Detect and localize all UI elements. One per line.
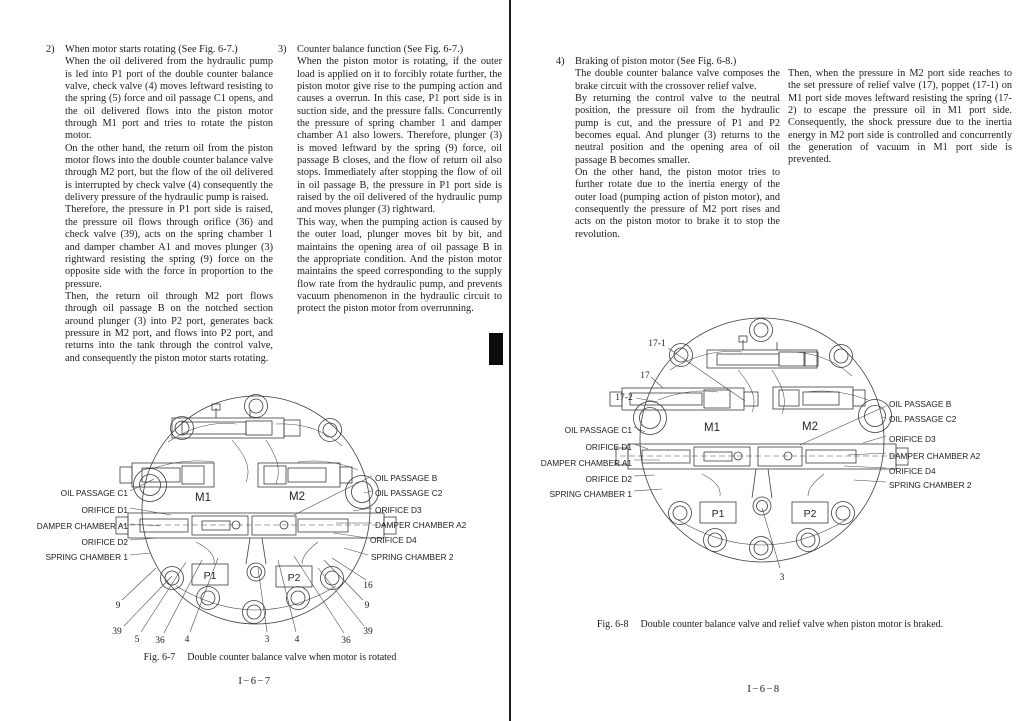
figure-label: OIL PASSAGE C2 <box>889 414 957 424</box>
figure-label: ORIFICE D2 <box>81 537 128 547</box>
right-page-column-1 <box>556 56 780 241</box>
part-number-17-2: 17-2 <box>615 393 633 403</box>
section-number: 2) <box>46 44 55 55</box>
fig-6-7-diagram <box>36 372 506 662</box>
figure-label: DAMPER CHAMBER A2 <box>375 520 467 530</box>
upper-spool-assembly <box>707 336 818 368</box>
section-body <box>297 56 502 315</box>
check-valve-spools <box>120 463 352 487</box>
paragraph: On the other hand, the return oil from the piston motor flows into the double counter balance valve through M2 port, but the flow of the oil delivered is interrupted by check valve (4) consequently the delivery pressure of the hydraulic pump is raised. <box>65 142 273 204</box>
port-label-m2: M2 <box>802 421 818 433</box>
part-number-4: 4 <box>294 635 300 645</box>
check-valve-spool <box>773 387 865 409</box>
valve-housing <box>640 318 884 562</box>
figure-label: OIL PASSAGE B <box>889 399 952 409</box>
figure-label: ORIFICE D4 <box>889 466 936 476</box>
figure-label: ORIFICE D1 <box>81 505 128 515</box>
part-number-5: 5 <box>134 635 140 645</box>
left-page-footer: I−6−7 <box>238 676 272 687</box>
right-page-column-2 <box>788 68 1012 167</box>
port-label-p2: P2 <box>803 508 817 520</box>
figure-label: DAMPER CHAMBER A2 <box>889 451 981 461</box>
part-number-9: 9 <box>115 601 121 611</box>
fig-6-8-caption-text: Double counter balance valve and relief valve when piston motor is braked. <box>640 619 944 630</box>
registration-mark <box>489 333 503 365</box>
paragraph: Then, when the pressure in M2 port side reaches to the set pressure of relief valve (17), poppet (17-1) on M1 port side moves leftward resisting the spring (17-2) to escape the pressure oil in M1 port side. Consequently, the shock pressure due to the inertia energy in M2 port side is controlled and concurrently the generation of vacuum in M1 port side is prevented. <box>788 68 1012 166</box>
figure-label: ORIFICE D3 <box>889 434 936 444</box>
right-page-footer: I−6−8 <box>747 684 781 695</box>
part-number-16: 16 <box>363 581 373 591</box>
figure-label: ORIFICE D3 <box>375 505 422 515</box>
section-title: When motor starts rotating (See Fig. 6-7.) <box>65 44 238 55</box>
port-label-m2: M2 <box>289 491 305 503</box>
section-heading <box>46 44 273 56</box>
fig-6-7-caption <box>40 652 500 663</box>
left-page-column-2 <box>278 44 502 316</box>
plunger-assembly <box>616 444 908 469</box>
plunger-assembly <box>116 513 396 538</box>
fig-6-8-caption-number: Fig. 6-8 <box>596 619 629 630</box>
figure-label: SPRING CHAMBER 1 <box>549 489 632 499</box>
left-page-column-1 <box>46 44 273 365</box>
part-number-9: 9 <box>364 601 370 611</box>
figure-label: ORIFICE D1 <box>585 442 632 452</box>
section-title: Braking of piston motor (See Fig. 6-8.) <box>575 56 737 67</box>
figure-label: ORIFICE D2 <box>585 474 632 484</box>
port-label-p2: P2 <box>287 572 301 584</box>
part-number-3: 3 <box>264 635 270 645</box>
paragraph: The double counter balance valve composes the brake circuit with the crossover relief valve. <box>575 68 780 92</box>
paragraph: When the oil delivered from the hydraulic pump is led into P1 port of the double counter balance valve, check valve (4) moves leftward resisting to the spring (5) force and oil passage C1 opens, and the oil delivered flows into the piston motor through M1 port and tries to rotate the piston motor. <box>65 56 273 142</box>
section-body <box>575 68 780 241</box>
page-divider-line <box>509 0 511 721</box>
figure-label: OIL PASSAGE B <box>375 473 438 483</box>
section-heading <box>278 44 502 56</box>
paragraph: By returning the control valve to the neutral position, the pressure oil from the hydraulic pump is cut, and the pressure of P1 and P2 becomes equal. And plunger (3) returns to the neutral position and the opening area of oil passage B becomes smaller. <box>575 93 780 166</box>
section-title: Counter balance function (See Fig. 6-7.) <box>297 44 464 55</box>
figure-label: SPRING CHAMBER 2 <box>889 480 972 490</box>
paragraph: Then, the return oil through M2 port flows through oil passage B on the notched section around plunger (3) into P2 port, generates back pressure in M2 port, and flows into P2 port, and returns into the tank through the control valve, and consequently the piston motor starts rotating. <box>65 290 273 364</box>
part-number-4: 4 <box>184 635 190 645</box>
section-number: 4) <box>556 56 565 67</box>
mounting-bolts <box>634 319 892 560</box>
fig-6-8-caption <box>540 619 1000 630</box>
part-number-39: 39 <box>112 627 122 637</box>
figure-label: SPRING CHAMBER 2 <box>371 552 454 562</box>
figure-label: DAMPER CHAMBER A1 <box>540 458 632 468</box>
paragraph: This way, when the pumping action is caused by the outer load, plunger moves bit by bit, and maintains the opening area of oil passage B in the appropriate condition. And the piston motor maintains the speed corresponding to the supply flow rate from the hydraulic pump, and prevents vacuum phenomenon in the hydraulic circuit to protect the piston motor from overrunning. <box>297 216 502 315</box>
figure-label: OIL PASSAGE C1 <box>564 425 632 435</box>
fig-6-7-caption-text: Double counter balance valve when motor is rotated <box>187 652 397 663</box>
leader-lines <box>634 348 886 568</box>
valve-housing <box>142 396 370 624</box>
paragraph: When the piston motor is rotating, if the outer load is applied on it to forcibly rotate further, the piston motor give rise to the pumping action and causes a overrun. In this case, P1 port side is in suction side, and the pressure falls. Concurrently the pressure of spring chamber 1 and damper chamber A1 also lowers. Therefore, plunger (3) is moved leftward by the spring (9) force, oil passage B closes, and the flow of return oil also stops. Immediately after stopping the flow of oil in oil passage B, the pressure in P1 port side is raised by the oil delivered of the hydraulic pump and moves plunger (3) rightward. <box>297 56 502 216</box>
mounting-bolts <box>134 395 379 624</box>
port-label-p1: P1 <box>203 570 217 582</box>
port-label-m1: M1 <box>704 422 720 434</box>
figure-label: ORIFICE D4 <box>370 535 417 545</box>
figure-label: OIL PASSAGE C1 <box>60 488 128 498</box>
paragraph: Therefore, the pressure in P1 port side is raised, the pressure oil flows through orifice (36) and check valve (39), acts on the spring chamber 1 and damper chamber A1 and moves plunger (3) rightward resisting the spring (9) force on the opposite side with the force in proportion to the pressure. <box>65 204 273 290</box>
part-number-39: 39 <box>363 627 373 637</box>
part-number-17: 17 <box>640 371 650 381</box>
part-number-17-1: 17-1 <box>648 339 666 349</box>
section-heading <box>556 56 780 68</box>
figure-label: OIL PASSAGE C2 <box>375 488 443 498</box>
port-label-m1: M1 <box>195 492 211 504</box>
section-number: 3) <box>278 44 287 55</box>
fig-6-8-diagram <box>518 308 1018 608</box>
fig-6-7-caption-number: Fig. 6-7 <box>143 652 176 663</box>
section-body <box>65 56 273 365</box>
figure-label: SPRING CHAMBER 1 <box>45 552 128 562</box>
figure-label: DAMPER CHAMBER A1 <box>36 521 128 531</box>
part-number-3: 3 <box>779 573 785 583</box>
part-number-36: 36 <box>341 636 351 646</box>
paragraph: On the other hand, the piston motor tries to further rotate due to the inertia energy of the outer load (pumping action of piston motor), and consequently the pressure of M2 port rises and acts on the piston motor to brake it to stop the revolution. <box>575 167 780 240</box>
part-number-36: 36 <box>155 636 165 646</box>
port-label-p1: P1 <box>711 508 725 520</box>
